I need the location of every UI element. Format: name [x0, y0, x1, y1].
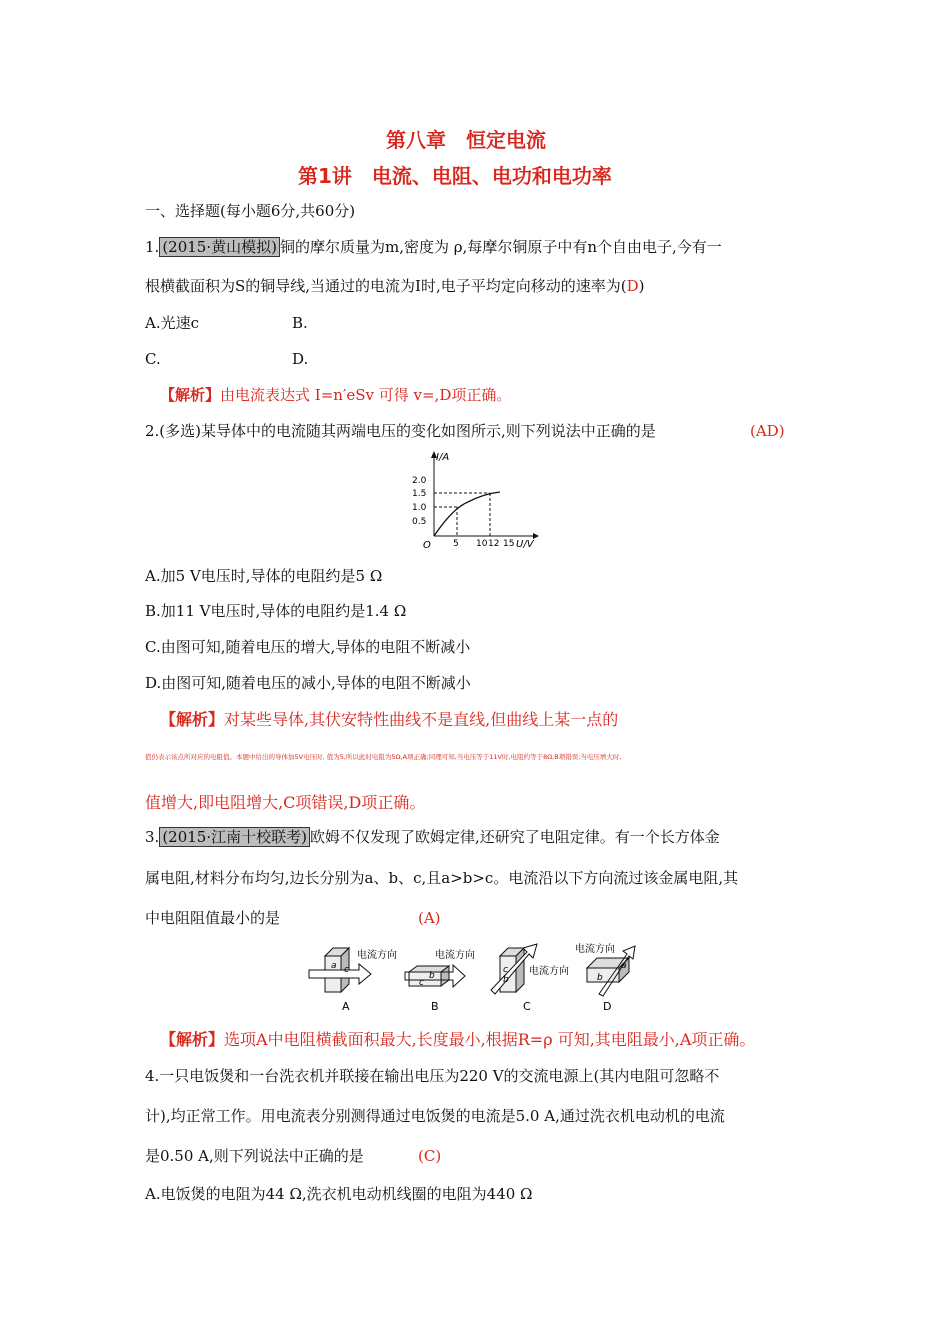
q1-explanation-text: 由电流表达式 I=n′eSv 可得 v=,D项正确。	[220, 386, 512, 404]
block-a	[309, 948, 397, 1013]
edge-b-d: b	[597, 973, 603, 983]
x-axis-label: U/V	[516, 539, 534, 550]
q2-answer: (AD)	[750, 422, 785, 440]
q3-answer: (A)	[418, 909, 441, 927]
q4-line3: 是0.50 A,则下列说法中正确的是	[145, 1147, 364, 1165]
label-b: B	[431, 1000, 439, 1013]
q1-option-c: C.	[145, 350, 161, 368]
x-tick-12: 12	[488, 539, 500, 549]
q2-option-c: C.由图可知,随着电压的增大,导体的电阻不断减小	[145, 638, 471, 656]
y-tick-1-0: 1.0	[412, 503, 427, 513]
flow-label-c: 电流方向	[529, 966, 569, 977]
block-b	[405, 948, 475, 1013]
q3-number: 3.	[145, 828, 160, 846]
edge-c-a: c	[344, 965, 349, 975]
q2-option-a: A.加5 V电压时,导体的电阻约是5 Ω	[145, 567, 383, 585]
q1-option-b: B.	[292, 314, 308, 332]
edge-a-d: a	[621, 961, 627, 971]
edge-b-c: b	[503, 975, 509, 985]
flow-label-b: 电流方向	[435, 950, 475, 961]
block-d	[575, 942, 635, 1013]
edge-c-c: c	[503, 965, 508, 975]
q4-line1: 4.一只电饭煲和一台洗衣机并联接在输出电压为220 V的交流电源上(其内电阻可忽略不	[145, 1067, 720, 1085]
y-axis-label: I/A	[436, 452, 450, 463]
section-heading: 一、选择题(每小题6分,共60分)	[145, 202, 356, 220]
resistor-figure	[305, 938, 655, 1018]
q3-text: 欧姆不仅发现了欧姆定律,还研究了电阻定律。有一个长方体金	[309, 828, 720, 846]
edge-c-b: c	[419, 978, 424, 988]
origin-label: O	[423, 540, 431, 551]
q2-option-d: D.由图可知,随着电压的减小,导体的电阻不断减小	[145, 674, 471, 692]
q2-explanation-text: 对某些导体,其伏安特性曲线不是直线,但曲线上某一点的	[224, 710, 619, 729]
flow-label-a: 电流方向	[357, 950, 397, 961]
q3-explanation	[160, 1027, 755, 1050]
q3-line3: 中电阻阻值最小的是	[145, 909, 281, 927]
q3-explanation-tag: 【解析】	[160, 1030, 225, 1049]
q1-line2	[145, 275, 644, 297]
q1-line1	[145, 236, 722, 258]
q2-stem: 2.(多选)某导体中的电流随其两端电压的变化如图所示,则下列说法中正确的是	[145, 422, 656, 440]
q2-explanation-tag: 【解析】	[160, 710, 225, 729]
edge-b-b: b	[429, 971, 435, 981]
q1-explanation	[160, 384, 511, 405]
q1-answer: D	[626, 277, 639, 295]
x-tick-15: 15	[503, 539, 515, 549]
edge-a-a: a	[331, 961, 337, 971]
flow-label-d: 电流方向	[575, 944, 615, 955]
block-c	[491, 944, 569, 1013]
q4-line2: 计),均正常工作。用电流表分别测得通过电饭煲的电流是5.0 A,通过洗衣机电动机的电流	[145, 1107, 725, 1125]
label-a: A	[342, 1000, 350, 1013]
q1-number: 1.	[145, 238, 160, 256]
q1-source-tag: (2015·黄山模拟)	[159, 237, 280, 257]
q2-explanation-end: 值增大,即电阻增大,C项错误,D项正确。	[145, 793, 426, 812]
y-tick-1-5: 1.5	[412, 489, 427, 499]
q3-line2: 属电阻,材料分布均匀,边长分别为a、b、c,且a>b>c。电流沿以下方向流过该金属电阻,其	[145, 869, 739, 887]
lesson-title: 第1讲 电流、电阻、电功和电功率	[298, 164, 612, 188]
q1-option-a: A.光速c	[145, 314, 200, 332]
q2-explanation-small: 值仍表示该点所对应的电阻值。本题中给出的导体加5V电压时, 值为5,所以此时电阻为5Ω,A项正确;同理可知,当电压等于11V时,电阻约等于8Ω,B项错误;当电压增大时,	[145, 753, 622, 761]
q4-answer: (C)	[418, 1147, 442, 1165]
q2-option-b: B.加11 V电压时,导体的电阻约是1.4 Ω	[145, 602, 407, 620]
q1-close: )	[638, 277, 645, 295]
q1-option-d: D.	[292, 350, 309, 368]
y-tick-2-0: 2.0	[412, 476, 427, 486]
x-tick-10: 10	[476, 539, 488, 549]
q1-explanation-tag: 【解析】	[160, 386, 221, 404]
chapter-title: 第八章 恒定电流	[386, 128, 546, 152]
q2-explanation	[160, 707, 618, 730]
x-tick-5: 5	[453, 539, 459, 549]
q1-text-2: 根横截面积为S的铜导线,当通过的电流为I时,电子平均定向移动的速率为(	[145, 277, 627, 295]
q3-explanation-text: 选项A中电阻横截面积最大,长度最小,根据R=ρ 可知,其电阻最小,A项正确。	[224, 1030, 756, 1049]
q3-source-tag: (2015·江南十校联考)	[159, 827, 310, 847]
q4-option-a: A.电饭煲的电阻为44 Ω,洗衣机电动机线圈的电阻为440 Ω	[145, 1185, 533, 1203]
y-tick-0-5: 0.5	[412, 517, 427, 527]
q1-text: 铜的摩尔质量为m,密度为 ρ,每摩尔铜原子中有n个自由电子,今有一	[279, 238, 722, 256]
label-c: C	[523, 1000, 531, 1013]
x-axis-arrow	[533, 533, 539, 539]
iv-graph	[408, 448, 548, 552]
label-d: D	[603, 1000, 612, 1013]
q3-line1	[145, 826, 720, 848]
